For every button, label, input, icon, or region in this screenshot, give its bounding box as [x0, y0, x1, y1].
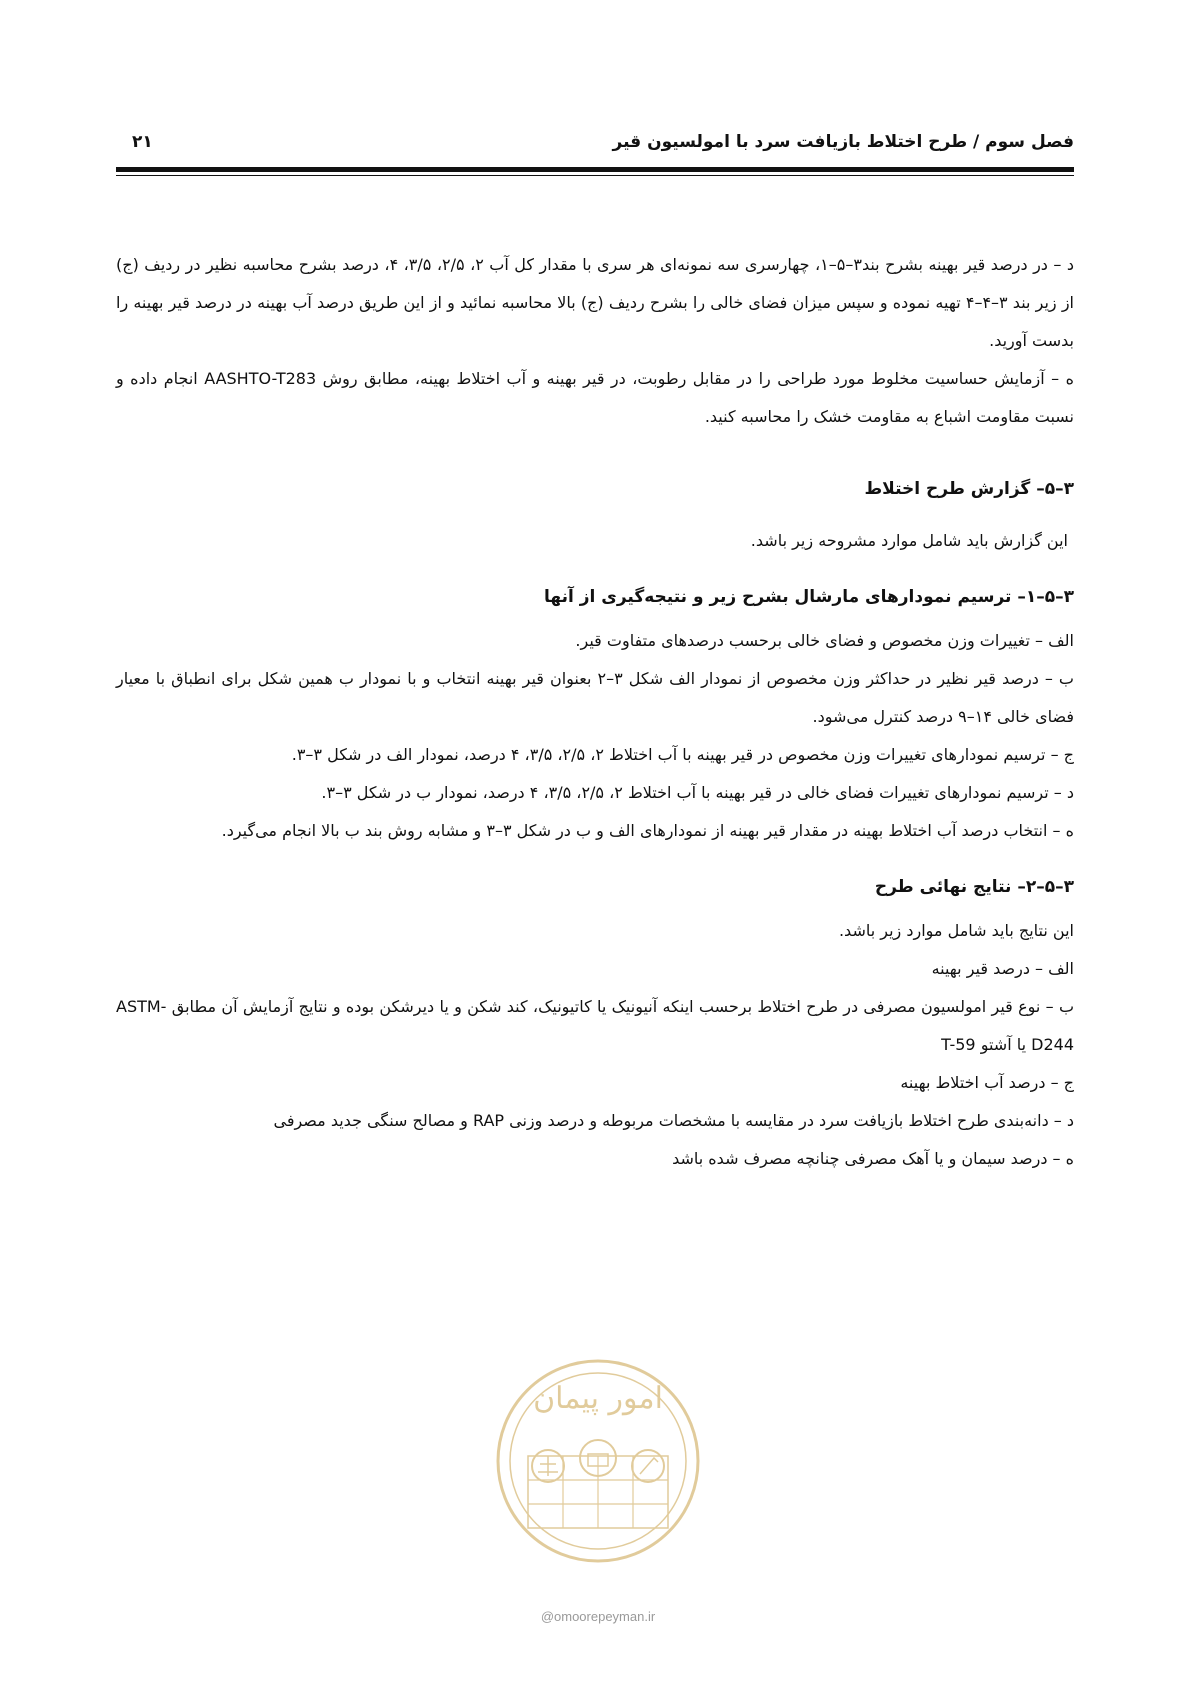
- list-item-he: ه – انتخاب درصد آب اختلاط بهینه در مقدار قیر بهینه از نمودارهای الف و ب در شکل ۳–۳ و مشابه روش بند ب بالا انجام می‌گیرد.: [221, 821, 1074, 840]
- list-item-alef: الف – تغییرات وزن مخصوص و فضای خالی برحسب درصدهای متفاوت قیر.: [575, 631, 1074, 650]
- result-item-dal: د – دانه‌بندی طرح اختلاط بازیافت سرد در مقایسه با مشخصات مربوطه و درصد وزنی RAP و مصالح سنگی جدید مصرفی: [273, 1111, 1074, 1130]
- section-3-5-intro: این گزارش باید شامل موارد مشروحه زیر باشد.: [750, 531, 1068, 550]
- header-rule-thin: [116, 175, 1074, 176]
- section-heading-3-5: ۳–۵– گزارش طرح اختلاط: [864, 479, 1074, 499]
- section-3-5-2-intro: این نتایج باید شامل موارد زیر باشد.: [838, 921, 1074, 940]
- page-body: [116, 246, 1074, 1178]
- page-number: ۲۱: [132, 132, 153, 152]
- section-heading-3-5-1: ۳–۵–۱– ترسیم نمودارهای مارشال بشرح زیر و نتیجه‌گیری از آنها: [543, 587, 1074, 607]
- result-item-he: ه – درصد سیمان و یا آهک مصرفی چنانچه مصرف شده باشد: [672, 1149, 1074, 1168]
- paragraph-d: د – در درصد قیر بهینه بشرح بند۳–۵–۱، چهارسری سه نمونه‌ای هر سری با مقدار کل آب ۲، ۲/۵، ۳/۵، ۴، درصد بشرح محاسبه نظیر در ردیف (ج) از زیر بند ۳–۴–۴ تهیه نموده و سپس میزان فضای خالی را بشرح ردیف (ج) بالا محاسبه نمائید و از این طریق درصد آب بهینه در درصد قیر بهینه را بدست آورید.: [116, 255, 1075, 350]
- chapter-title: فصل سوم / طرح اختلاط بازیافت سرد با امولسیون قیر: [612, 132, 1074, 152]
- list-item-jim: ج – ترسیم نمودارهای تغییرات وزن مخصوص در قیر بهینه با آب اختلاط ۲، ۲/۵، ۳/۵، ۴ درصد، نمودار الف در شکل ۳–۳.: [291, 745, 1074, 764]
- result-item-jim: ج – درصد آب اختلاط بهینه: [900, 1073, 1074, 1092]
- list-item-be: ب – درصد قیر نظیر در حداکثر وزن مخصوص از نمودار الف شکل ۳–۲ بعنوان قیر بهینه انتخاب و با نمودار ب همین شکل برای انطباق با معیار فضای خالی ۱۴–۹ درصد کنترل می‌شود.: [116, 669, 1074, 726]
- watermark-site: @omoorepeyman.ir: [540, 1609, 656, 1624]
- section-heading-3-5-2: ۳–۵–۲– نتایج نهائی طرح: [874, 877, 1074, 897]
- page-header: [116, 124, 1074, 164]
- paragraph-h: ه – آزمایش حساسیت مخلوط مورد طراحی را در مقابل رطوبت، در قیر بهینه و آب اختلاط بهینه، مطابق روش AASHTO-T283 انجام داده و نسبت مقاومت اشباع به مقاومت خشک را محاسبه کنید.: [116, 369, 1074, 426]
- list-item-dal: د – ترسیم نمودارهای تغییرات فضای خالی در قیر بهینه با آب اختلاط ۲، ۲/۵، ۳/۵، ۴ درصد، نمودار ب در شکل ۳–۳.: [321, 783, 1074, 802]
- header-rule-thick: [116, 167, 1074, 172]
- result-item-alef: الف – درصد قیر بهینه: [931, 959, 1074, 978]
- result-item-be: ب – نوع قیر امولسیون مصرفی در طرح اختلاط برحسب اینکه آنیونیک یا کاتیونیک، کند شکن و یا دیرشکن بوده و نتایج آزمایش آن مطابق ASTM-D244 یا آشتو T-59: [116, 997, 1074, 1054]
- watermark-seal-icon: [488, 1326, 708, 1618]
- watermark-logo-text: امور پیمان: [533, 1381, 663, 1416]
